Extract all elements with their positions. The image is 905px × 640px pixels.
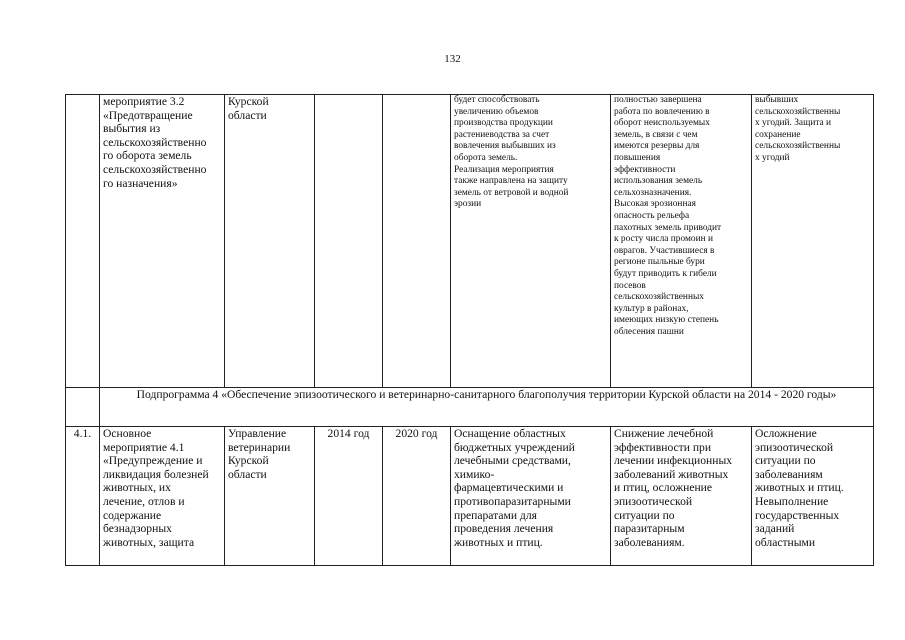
- consequences-cell: выбывших сельскохозяйственны х угодий. Защита и сохранение сельскохозяйственны х угодий: [752, 95, 874, 388]
- measure-cell: Основное мероприятие 4.1 «Предупреждение и ликвидация болезней животных, их лечение, отлов и содержание безнадзорных животных, защита: [100, 427, 225, 566]
- table-row: [66, 95, 874, 388]
- measures-table: [65, 94, 874, 566]
- table-row: [66, 427, 874, 566]
- end-year-cell: 2020 год: [383, 427, 451, 566]
- problems-cell: Снижение лечебной эффективности при лечении инфекционных заболеваний животных и птиц, осложнение эпизоотической ситуации по паразитарным заболеваниям.: [611, 427, 752, 566]
- row-number-cell: 4.1.: [66, 427, 100, 566]
- subprogram-title: Подпрограмма 4 «Обеспечение эпизоотического и ветеринарно-санитарного благополучия территории Курской области на 2014 - 2020 годы»: [100, 388, 874, 427]
- executor-cell: Курской области: [225, 95, 315, 388]
- start-year-cell: 2014 год: [315, 427, 383, 566]
- expected-result-cell: будет способствовать увеличению объемов производства продукции растениеводства за счет вовлечения выбывших из оборота земель. Реализация мероприятия также направлена на защиту земель от ветровой и водной эрозии: [451, 95, 611, 388]
- end-year-cell: [383, 95, 451, 388]
- consequences-cell: Осложнение эпизоотической ситуации по заболеваниям животных и птиц. Невыполнение государственных заданий областными: [752, 427, 874, 566]
- start-year-cell: [315, 95, 383, 388]
- executor-cell: Управление ветеринарии Курской области: [225, 427, 315, 566]
- problems-cell: полностью завершена работа по вовлечению в оборот неиспользуемых земель, в связи с чем имеются резервы для повышения эффективности использования земель сельхозназначения. Высокая эрозионная опасность рельефа пахотных земель приводит к росту числа промоин и оврагов. Участившиеся в регионе пыльные бури будут приводить к гибели посевов сельскохозяйственных культур в районах, имеющих низкую степень облесения пашни: [611, 95, 752, 388]
- measure-cell: мероприятие 3.2 «Предотвращение выбытия из сельскохозяйственно го оборота земель сельскохозяйственно го назначения»: [100, 95, 225, 388]
- row-number-cell: [66, 95, 100, 388]
- row-number-cell: [66, 388, 100, 427]
- page-number: 132: [444, 53, 461, 65]
- subprogram-row: [66, 388, 874, 427]
- expected-result-cell: Оснащение областных бюджетных учреждений лечебными средствами, химико- фармацевтическими и противопаразитарными препаратами для проведения лечения животных и птиц.: [451, 427, 611, 566]
